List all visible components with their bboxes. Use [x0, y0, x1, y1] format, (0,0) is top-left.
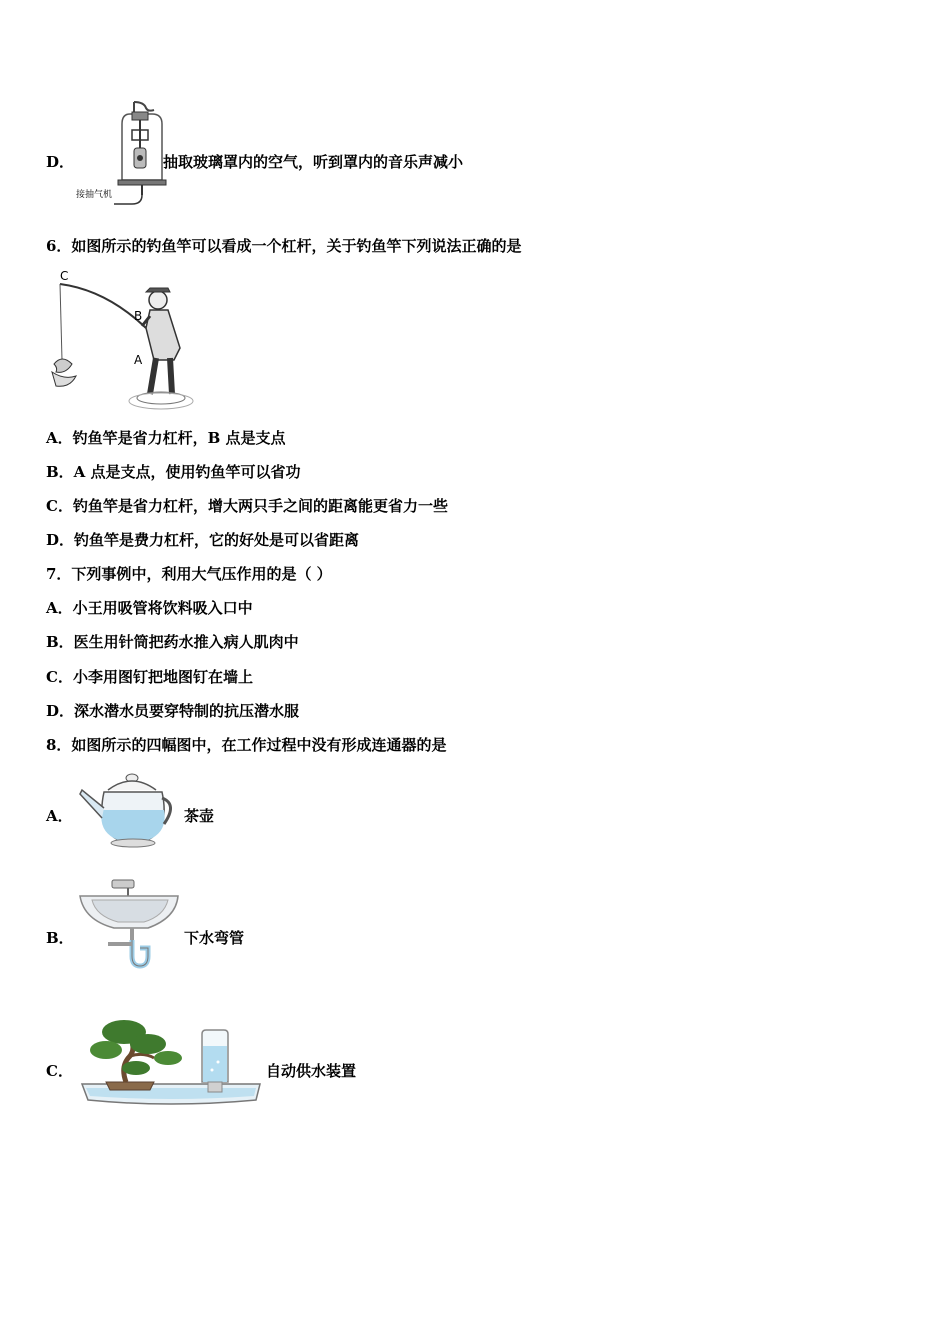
- q8-optA-caption: 茶壶: [184, 807, 215, 825]
- q7-option-a: A．小王用吸管将饮料吸入口中: [46, 599, 253, 617]
- teapot-figure: [78, 768, 182, 850]
- q5-optD-letter: D．: [46, 153, 75, 171]
- q6-option-a: A．钓鱼竿是省力杠杆，B 点是支点: [46, 429, 286, 447]
- q6-option-d: D．钓鱼竿是费力杠杆，它的好处是可以省距离: [46, 531, 360, 549]
- q8-optA-letter: A．: [46, 807, 73, 825]
- q8-optB-caption: 下水弯管: [184, 929, 245, 947]
- fishing-figure: [46, 268, 196, 410]
- q6-option-c: C．钓鱼竿是省力杠杆，增大两只手之间的距离能更省力一些: [46, 497, 448, 515]
- sink-figure: [78, 878, 182, 970]
- q8-optC-letter: C．: [46, 1062, 73, 1080]
- q5-optD-text: 抽取玻璃罩内的空气，听到罩内的音乐声减小: [163, 153, 464, 171]
- q7-stem: 7．下列事例中，利用大气压作用的是（ ）: [46, 565, 332, 583]
- q7-option-b: B．医生用针筒把药水推入病人肌肉中: [46, 633, 299, 651]
- q7-option-c: C．小李用图钉把地图钉在墙上: [46, 668, 253, 686]
- q6-stem: 6．如图所示的钓鱼竿可以看成一个杠杆，关于钓鱼竿下列说法正确的是: [46, 237, 522, 255]
- q6-option-b: B．A 点是支点，使用钓鱼竿可以省功: [46, 463, 301, 481]
- fig-label-a: A: [134, 353, 143, 367]
- q7-option-d: D．深水潜水员要穿特制的抗压潜水服: [46, 702, 300, 720]
- fig-label-b: B: [134, 309, 143, 323]
- fig-label-c: C: [60, 269, 69, 283]
- q8-stem: 8．如图所示的四幅图中，在工作过程中没有形成连通器的是: [46, 736, 447, 754]
- q8-optC-caption: 自动供水装置: [266, 1062, 357, 1080]
- pump-label: 接抽气机: [76, 190, 113, 200]
- q8-optB-letter: B．: [46, 929, 74, 947]
- auto-water-figure: [80, 1012, 264, 1108]
